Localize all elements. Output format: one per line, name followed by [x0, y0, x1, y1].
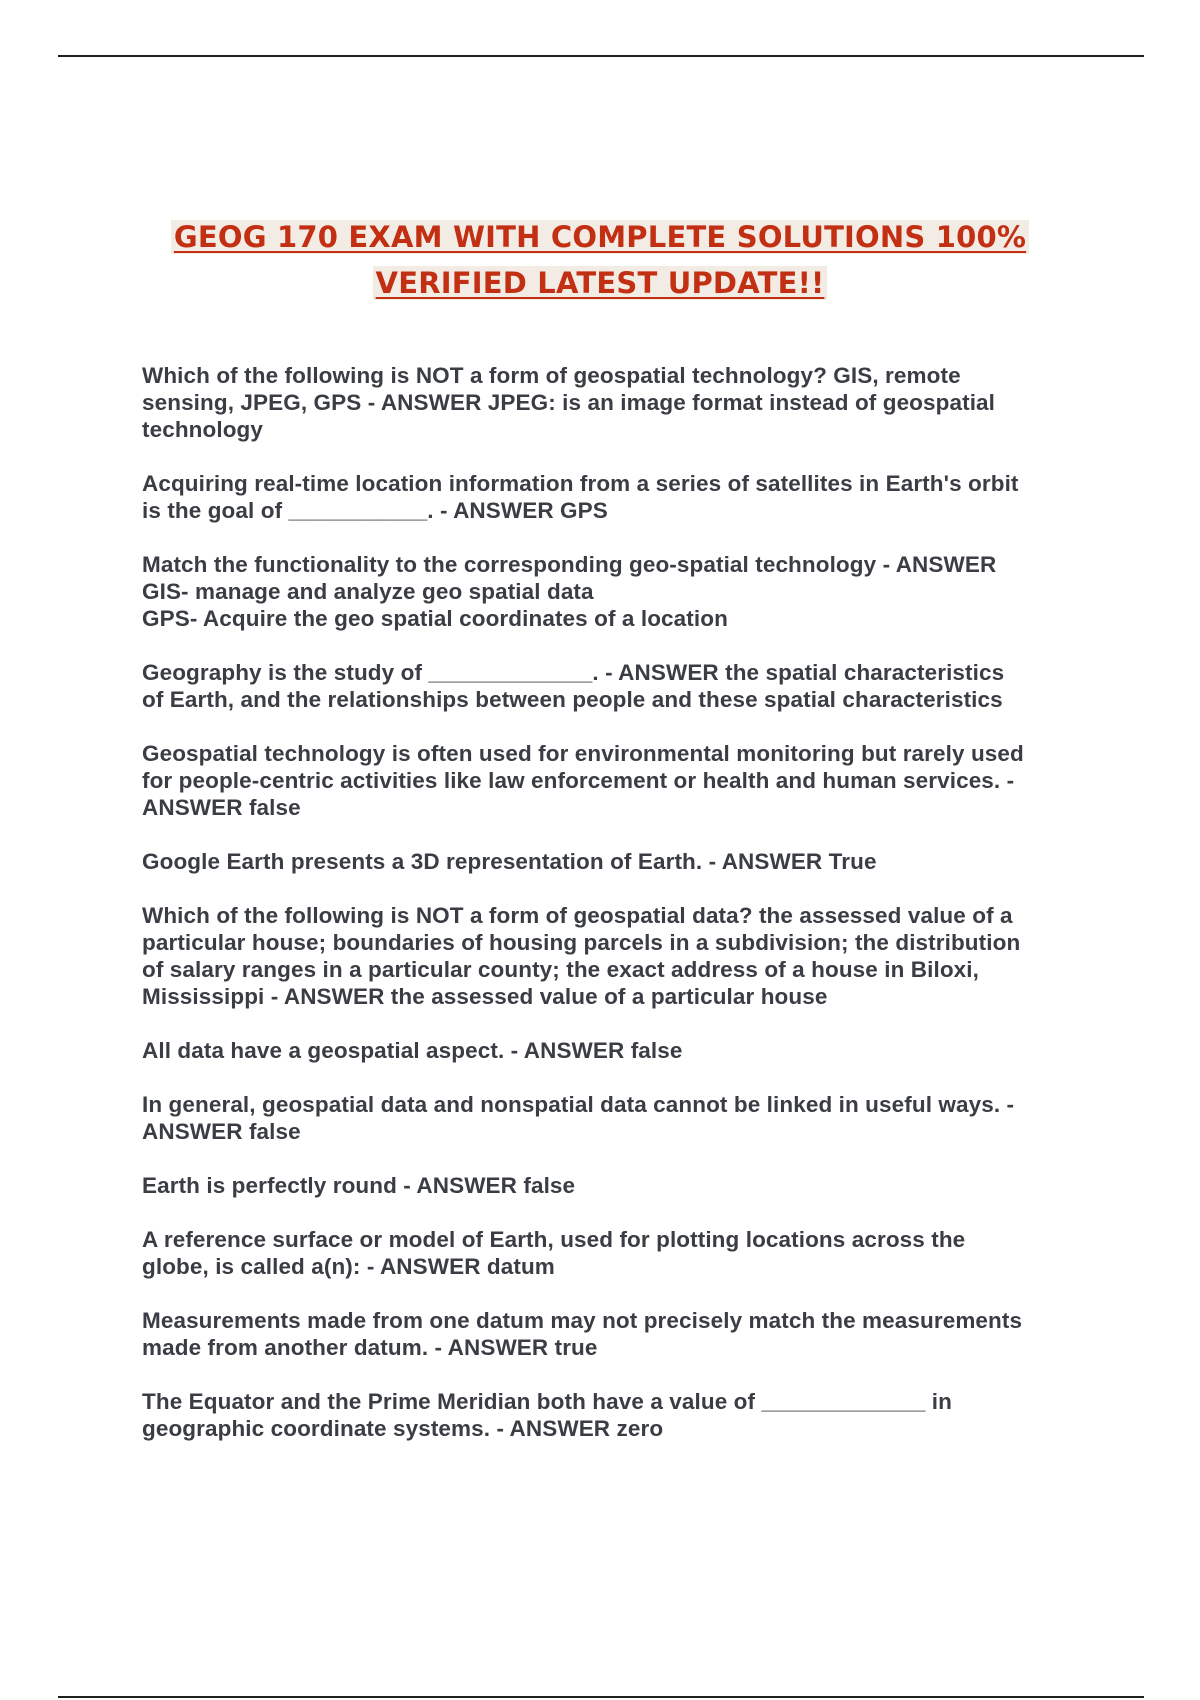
qa-line: globe, is called a(n): - ANSWER datum: [142, 1254, 555, 1279]
qa-item: [142, 362, 1062, 443]
qa-line: made from another datum. - ANSWER true: [142, 1335, 598, 1360]
qa-line: for people-centric activities like law enforcement or health and human services. -: [142, 768, 1015, 793]
qa-line: Geography is the study of _____________. - ANSWER the spatial characteristics: [142, 660, 1005, 685]
qa-line: A reference surface or model of Earth, used for plotting locations across the: [142, 1227, 966, 1252]
qa-line: Which of the following is NOT a form of geospatial data? the assessed value of a: [142, 903, 1013, 928]
qa-line: GPS- Acquire the geo spatial coordinates of a location: [142, 606, 728, 631]
qa-list: [142, 362, 1062, 1469]
qa-line: geographic coordinate systems. - ANSWER zero: [142, 1416, 664, 1441]
qa-item: [142, 902, 1062, 1010]
qa-line: sensing, JPEG, GPS - ANSWER JPEG: is an image format instead of geospatial: [142, 390, 996, 415]
qa-line: The Equator and the Prime Meridian both have a value of _____________ in: [142, 1389, 952, 1414]
qa-item: [142, 659, 1062, 713]
qa-item: [142, 470, 1062, 524]
qa-item: [142, 1172, 1062, 1199]
qa-line: Which of the following is NOT a form of geospatial technology? GIS, remote: [142, 363, 961, 388]
qa-item: [142, 1091, 1062, 1145]
title-line-1: GEOG 170 EXAM WITH COMPLETE SOLUTIONS 100%: [171, 220, 1029, 254]
qa-line: ANSWER false: [142, 795, 301, 820]
qa-line: GIS- manage and analyze geo spatial data: [142, 579, 594, 604]
qa-line: All data have a geospatial aspect. - ANSWER false: [142, 1038, 683, 1063]
qa-line: ANSWER false: [142, 1119, 301, 1144]
qa-item: [142, 1388, 1062, 1442]
qa-line: In general, geospatial data and nonspatial data cannot be linked in useful ways. -: [142, 1092, 1015, 1117]
qa-item: [142, 1037, 1062, 1064]
qa-line: particular house; boundaries of housing parcels in a subdivision; the distribution: [142, 930, 1021, 955]
qa-item: [142, 1307, 1062, 1361]
title-line-2: VERIFIED LATEST UPDATE!!: [373, 266, 828, 300]
qa-line: Geospatial technology is often used for environmental monitoring but rarely used: [142, 741, 1024, 766]
qa-line: is the goal of ___________. - ANSWER GPS: [142, 498, 608, 523]
qa-line: of Earth, and the relationships between people and these spatial characteristics: [142, 687, 1003, 712]
qa-item: [142, 551, 1062, 632]
qa-line: Mississippi - ANSWER the assessed value of a particular house: [142, 984, 828, 1009]
top-rule: [58, 55, 1144, 57]
qa-line: Match the functionality to the corresponding geo-spatial technology - ANSWER: [142, 552, 997, 577]
qa-line: technology: [142, 417, 264, 442]
qa-line: of salary ranges in a particular county; the exact address of a house in Biloxi,: [142, 957, 979, 982]
qa-line: Google Earth presents a 3D representation of Earth. - ANSWER True: [142, 849, 877, 874]
qa-item: [142, 1226, 1062, 1280]
qa-line: Measurements made from one datum may not precisely match the measurements: [142, 1308, 1023, 1333]
qa-item: [142, 740, 1062, 821]
qa-line: Acquiring real-time location information from a series of satellites in Earth's orbit: [142, 471, 1019, 496]
document-title: [0, 214, 1200, 306]
qa-line: Earth is perfectly round - ANSWER false: [142, 1173, 576, 1198]
bottom-rule: [58, 1696, 1144, 1698]
qa-item: [142, 848, 1062, 875]
